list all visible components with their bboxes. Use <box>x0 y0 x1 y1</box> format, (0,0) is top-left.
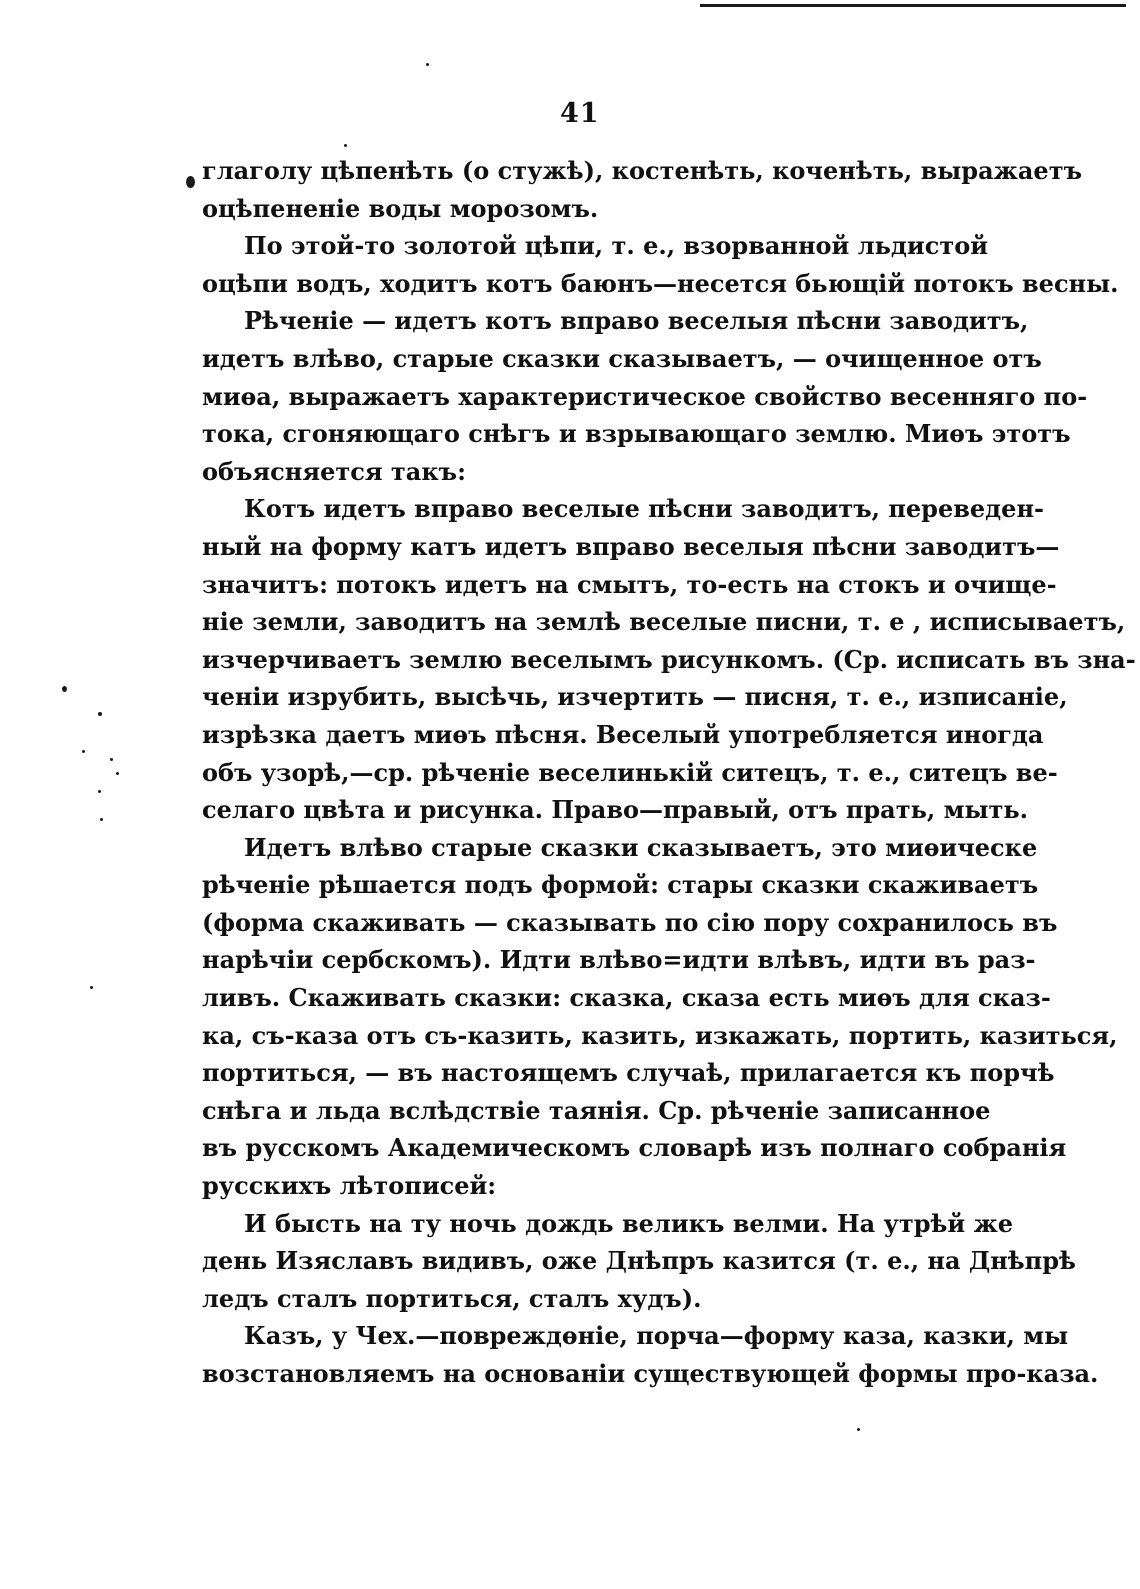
text-line: рѣченіе рѣшается подъ формой: стары сказки скаживаетъ <box>202 870 1039 900</box>
scan-speck <box>82 750 85 753</box>
top-border-rule <box>700 4 1126 7</box>
text-line: русскихъ лѣтописей: <box>202 1171 497 1201</box>
text-line: оцѣпененіе воды морозомъ. <box>202 193 599 223</box>
page-number: 41 <box>560 98 600 129</box>
scan-speck <box>857 1428 860 1431</box>
text-line: нарѣчіи сербскомъ). Идти влѣво=идти влѣвъ, идти въ раз- <box>202 945 1036 975</box>
text-line: ледъ сталъ портиться, сталъ худъ). <box>202 1283 702 1313</box>
text-line: день Изяславъ видивъ, оже Днѣпръ казится (т. е., на Днѣпрѣ <box>202 1246 1076 1276</box>
scan-speck <box>344 144 347 147</box>
text-line: ніе земли, заводитъ на землѣ веселые писни, т. е , исписываетъ, <box>202 607 1126 637</box>
text-line: И бысть на ту ночь дождь великъ велми. На утрѣй же <box>244 1208 1014 1238</box>
text-line: тока, сгоняющаго снѣгъ и взрывающаго землю. Миѳъ этотъ <box>202 419 1071 449</box>
text-line: изчерчиваетъ землю веселымъ рисункомъ. (Ср. исписать въ зна- <box>202 644 1136 674</box>
text-line: глаголу цѣпенѣть (о стужѣ), костенѣть, коченѣть, выражаетъ <box>202 156 1082 185</box>
scan-speck <box>98 790 101 793</box>
scan-speck <box>116 772 119 775</box>
text-line: Идетъ влѣво старые сказки сказываетъ, это миѳическе <box>244 832 1038 862</box>
scan-speck <box>90 986 93 989</box>
text-line: селаго цвѣта и рисунка. Право—правый, отъ прать, мыть. <box>202 795 1029 825</box>
text-line: идетъ влѣво, старые сказки сказываетъ, — очищенное отъ <box>202 343 1042 373</box>
scan-speck <box>426 63 429 66</box>
text-line: снѣга и льда вслѣдствіе таянія. Ср. рѣченіе записанное <box>202 1095 991 1125</box>
scan-speck <box>110 758 113 761</box>
text-line: (форма скаживать — сказывать по сію пору сохранилось въ <box>202 907 1058 937</box>
text-line: возстановляемъ на основаніи существующей формы про-каза. <box>202 1359 1099 1388</box>
text-line: миѳа, выражаетъ характеристическое свойство весенняго по- <box>202 381 1088 411</box>
text-line: Котъ идетъ вправо веселые пѣсни заводитъ, переведен- <box>244 494 1044 524</box>
scan-speck <box>186 176 195 188</box>
scan-speck <box>98 712 102 716</box>
scan-speck <box>62 686 67 692</box>
text-line: значитъ: потокъ идетъ на смытъ, то-есть на стокъ и очище- <box>202 569 1057 599</box>
text-line: Рѣченіе — идетъ котъ вправо веселыя пѣсни заводитъ, <box>244 306 1029 336</box>
text-line: оцѣпи водъ, ходитъ котъ баюнъ—несется бьющій потокъ весны. <box>202 268 1119 298</box>
body-text <box>202 152 1136 1393</box>
text-line: ный на форму катъ идетъ вправо веселыя пѣсни заводитъ— <box>202 531 1060 561</box>
text-line: изрѣзка даетъ миѳъ пѣсня. Веселый употребляется иногда <box>202 719 1044 749</box>
text-line: Казъ, у Чех.—повреждѳніе, порча—форму каза, казки, мы <box>244 1321 1069 1351</box>
text-line: объ узорѣ,—ср. рѣченіе веселинькій ситецъ, т. е., ситецъ ве- <box>202 757 1058 787</box>
text-line: портиться, — въ настоящемъ случаѣ, прилагается къ порчѣ <box>202 1058 1055 1088</box>
scan-speck <box>100 818 103 821</box>
text-line: ченіи изрубить, высѣчь, изчертить — писня, т. е., изписаніе, <box>202 682 1068 712</box>
text-line: объясняется такъ: <box>202 456 466 486</box>
text-line: ливъ. Скаживать сказки: сказка, сказа есть миѳъ для сказ- <box>202 983 1051 1013</box>
text-line: ка, съ-каза отъ съ-казить, казить, изкажать, портить, казиться, <box>202 1020 1118 1050</box>
text-line: въ русскомъ Академическомъ словарѣ изъ полнаго собранія <box>202 1133 1067 1163</box>
text-line: По этой-то золотой цѣпи, т. е., взорванной льдистой <box>244 231 989 261</box>
